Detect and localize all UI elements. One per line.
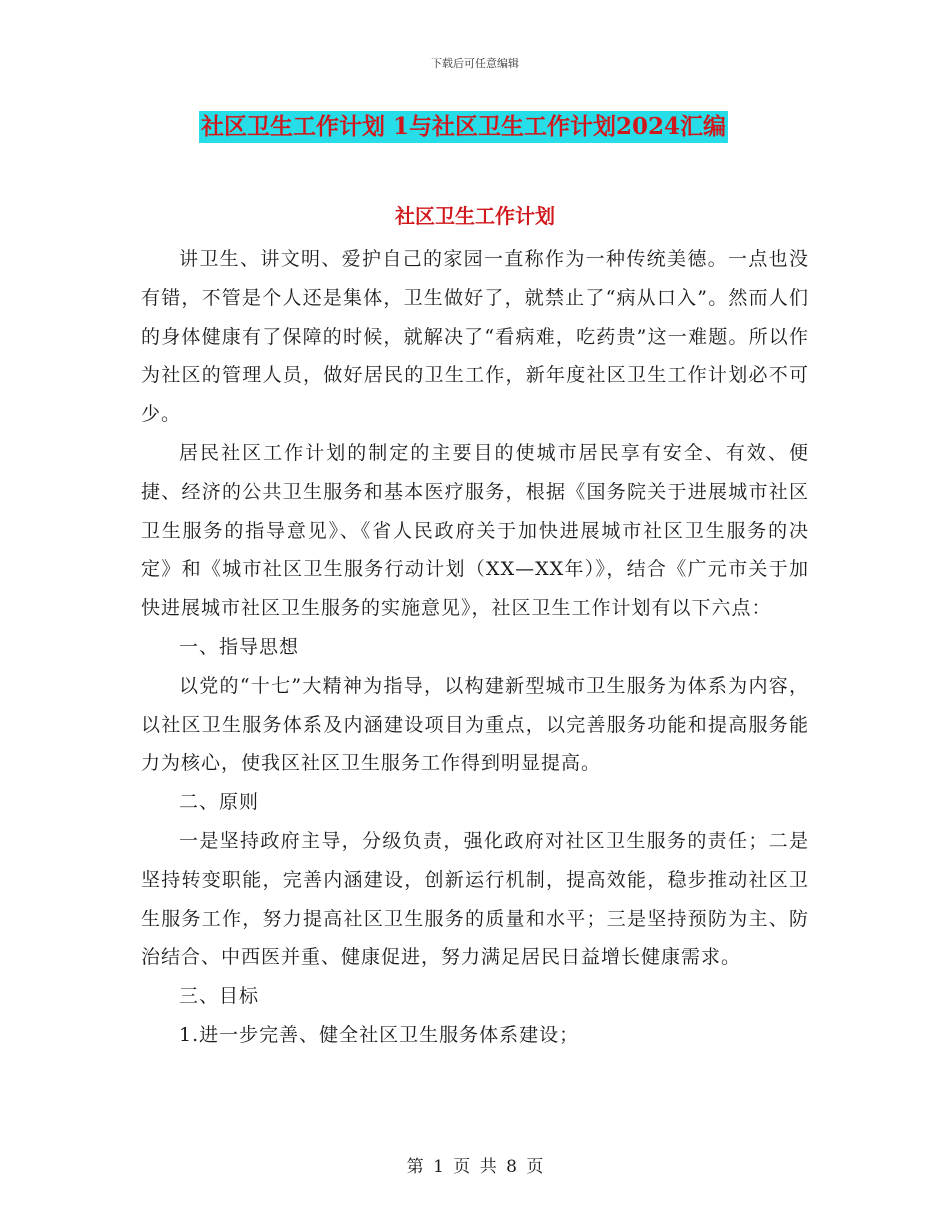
document-main-title: 社区卫生工作计划 1与社区卫生工作计划2024汇编 [199, 111, 728, 143]
paragraph-principles: 一是坚持政府主导，分级负责，强化政府对社区卫生服务的责任；二是坚持转变职能，完善内涵建设，创新运行机制，提高效能，稳步推动社区卫生服务工作，努力提高社区卫生服务的质量和水平；三是坚持预防为主、防治结合、中西医并重、健康促进，努力满足居民日益增长健康需求。 [141, 829, 809, 969]
header-note: 下载后可任意编辑 [431, 57, 519, 70]
heading-principles: 二、原则 [179, 791, 260, 814]
list-item-goal-1: 1.进一步完善、健全社区卫生服务体系建设； [179, 1023, 580, 1046]
paragraph-guiding-ideology: 以党的“十七”大精神为指导，以构建新型城市卫生服务为体系为内容，以社区卫生服务体系及内涵建设项目为重点，以完善服务功能和提高服务能力为核心，使我区社区卫生服务工作得到明显提高。 [141, 674, 809, 775]
page-indicator: 第 1 页 共 8 页 [406, 1157, 544, 1177]
paragraph-intro: 讲卫生、讲文明、爱护自己的家园一直称作为一种传统美德。一点也没有错，不管是个人还是集体，卫生做好了，就禁止了“病从口入”。然而人们的身体健康有了保障的时候，就解决了“看病难，吃药贵”这一难题。所以作为社区的管理人员，做好居民的卫生工作，新年度社区卫生工作计划必不可少。 [141, 248, 809, 426]
document-body [141, 240, 809, 1055]
heading-guiding-ideology: 一、指导思想 [179, 635, 300, 658]
section-title: 社区卫生工作计划 [395, 204, 555, 228]
heading-goals: 三、目标 [179, 985, 260, 1008]
paragraph-purpose: 居民社区工作计划的制定的主要目的使城市居民享有安全、有效、便捷、经济的公共卫生服务和基本医疗服务，根据《国务院关于进展城市社区卫生服务的指导意见》、《省人民政府关于加快进展城市社区卫生服务的决定》和《城市社区卫生服务行动计划（XX—XX年）》，结合《广元市关于加快进展城市社区卫生服务的实施意见》，社区卫生工作计划有以下六点： [141, 441, 809, 620]
